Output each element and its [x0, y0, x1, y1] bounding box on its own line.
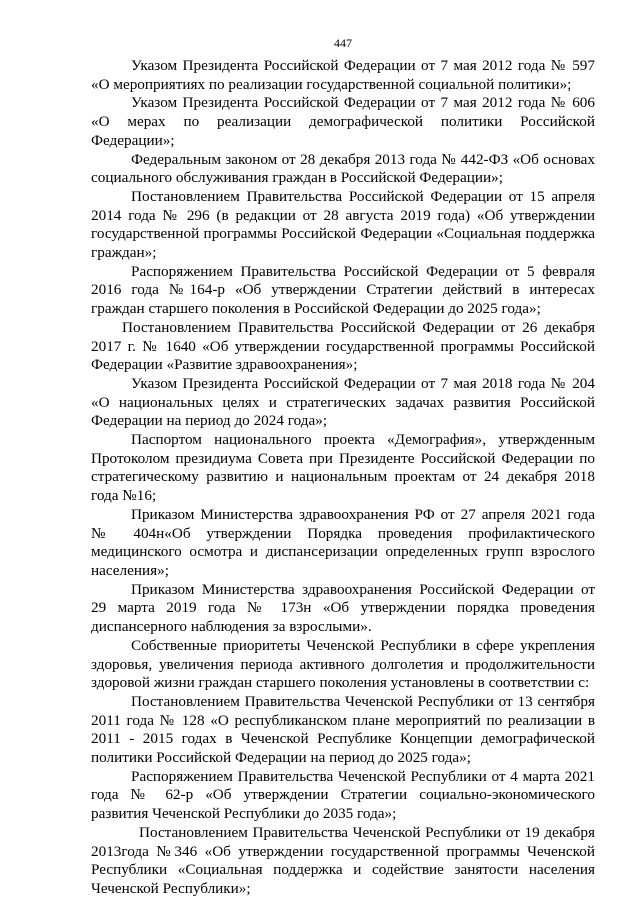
- paragraph: Постановлением Правительства Российской Федерации от 15 апреля 2014 года № 296 (в редакции от 28 августа 2019 года) «Об утверждении государственной программы Российской Федерации «Социальная поддержка граждан»;: [91, 187, 595, 262]
- document-body: [91, 57, 595, 899]
- paragraph: Распоряжением Правительства Российской Федерации от 5 февраля 2016 года №164-р «Об утверждении Стратегии действий в интересах граждан старшего поколения в Российской Федерации до 2025 года»;: [91, 262, 595, 318]
- paragraph: Приказом Министерства здравоохранения РФ от 27 апреля 2021 года № 404н«Об утверждении Порядка проведения профилактического медицинского осмотра и диспансеризации определенных групп взрослого населения»;: [91, 505, 595, 579]
- document-page: [91, 0, 595, 905]
- paragraph: Федеральным законом от 28 декабря 2013 года № 442-ФЗ «Об основах социального обслуживания граждан в Российской Федерации»;: [91, 150, 595, 187]
- paragraph: Распоряжением Правительства Чеченской Республики от 4 марта 2021 года № 62-р «Об утверждении Стратегии социально-экономического развития Чеченской Республики до 2035 года»;: [91, 767, 595, 823]
- page-number: 447: [334, 36, 352, 50]
- paragraph: Указом Президента Российской Федерации от 7 мая 2012 года № 606 «О мерах по реализации демографической политики Российской Федерации»;: [91, 94, 595, 149]
- paragraph: Приказом Министерства здравоохранения Российской Федерации от 29 марта 2019 года № 173н «Об утверждении порядка проведения диспансерного наблюдения за взрослыми».: [91, 580, 595, 636]
- paragraph: Постановлением Правительства Российской Федерации от 26 декабря 2017 г. № 1640 «Об утверждении государственной программы Российской Федерации «Развитие здравоохранения»;: [91, 318, 595, 374]
- paragraph: Собственные приоритеты Чеченской Республики в сфере укрепления здоровья, увеличения периода активного долголетия и продолжительности здоровой жизни граждан старшего поколения установлены в соответствии с:: [91, 636, 595, 692]
- paragraph: Постановлением Правительства Чеченской Республики от 19 декабря 2013года №346 «Об утверждении государственной программы Чеченской Республики «Социальная поддержка и содействие занятости населения Чеченской Республики»;: [91, 823, 595, 897]
- paragraph: Указом Президента Российской Федерации от 7 мая 2018 года № 204 «О национальных целях и стратегических задачах развития Российской Федерации на период до 2024 года»;: [91, 374, 595, 430]
- paragraph: Паспортом национального проекта «Демография», утвержденным Протоколом президиума Совета при Президенте Российской Федерации по стратегическому развитию и национальным проектам от 24 декабря 2018 года №16;: [91, 431, 595, 505]
- paragraph: Постановлением Правительства Чеченской Республики от 13 сентября 2011 года № 128 «О республиканском плане мероприятий по реализации в 2011 - 2015 годах в Чеченской Республике Концепции демографической политики Российской Федерации на период до 2025 года»;: [91, 692, 595, 767]
- paragraph: Указом Президента Российской Федерации от 7 мая 2012 года № 597 «О мероприятиях по реализации государственной социальной политики»;: [91, 57, 595, 93]
